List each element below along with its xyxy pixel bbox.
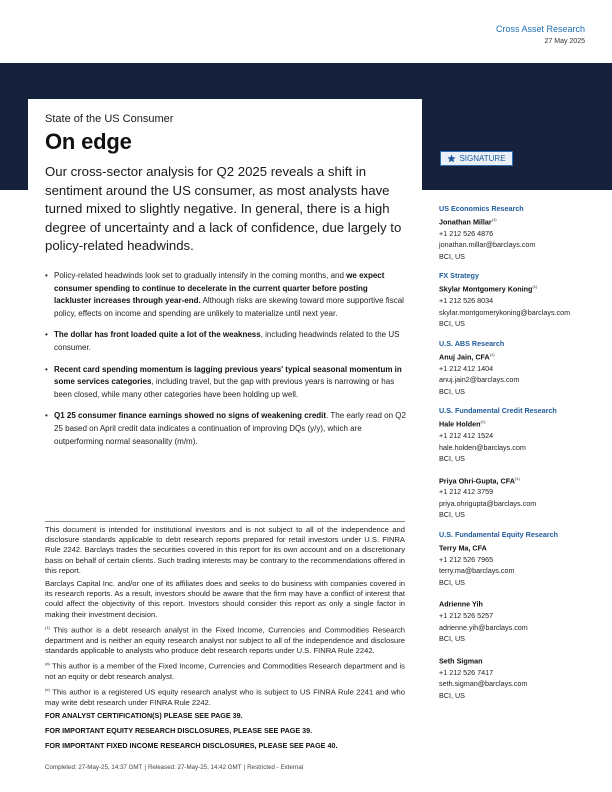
- analyst-phone: +1 212 526 5257: [439, 611, 494, 621]
- analyst-group: [439, 406, 599, 521]
- disclosure-paragraph: Barclays Capital Inc. and/or one of its affiliates does and seeks to do business with companies covered in its research reports. As a result, investors should be aware that the firm may have a conflict of interest that could affect the objectivity of this report. Investors should consider this report as only a single factor in making their investment decision.: [45, 579, 405, 619]
- analyst-name: Jonathan Millar: [439, 217, 492, 227]
- disclosures: [45, 521, 405, 756]
- analyst-note: (1): [532, 284, 538, 290]
- analyst-email[interactable]: terry.ma@barclays.com: [439, 566, 515, 576]
- key-point-emphasis: we expect consumer spending to continue to decelerate in the current quarter before posting lackluster increases through year-end.: [54, 271, 385, 306]
- badge-label: SIGNATURE: [459, 154, 506, 163]
- analyst-group: [439, 530, 599, 701]
- analyst-phone: +1 212 412 1524: [439, 431, 494, 441]
- analyst-group: [439, 271, 599, 329]
- report-date: 27 May 2025: [544, 38, 585, 45]
- certification-link[interactable]: FOR ANALYST CERTIFICATION(S) PLEASE SEE PAGE 39.: [45, 710, 243, 720]
- analyst-email[interactable]: anuj.jain2@barclays.com: [439, 375, 520, 385]
- equity-disclosures-link[interactable]: FOR IMPORTANT EQUITY RESEARCH DISCLOSURES, PLEASE SEE PAGE 39.: [45, 725, 313, 735]
- key-point-text: , including headwinds related to the US consumer.: [54, 330, 400, 352]
- analyst-group: [439, 204, 599, 262]
- analyst-entity: BCI, US: [439, 319, 465, 329]
- analyst-phone: +1 212 526 7965: [439, 554, 494, 564]
- analyst-phone: +1 212 526 8034: [439, 296, 494, 306]
- star-icon: [447, 154, 456, 163]
- analyst-name: Adrienne Yih: [439, 599, 483, 609]
- analyst-sidebar: [439, 204, 599, 710]
- key-point-text: Policy-related headwinds look set to gradually intensify in the coming months, and: [54, 271, 347, 280]
- completed-timestamp: Completed: 27-May-25, 14:37 GMT: [45, 764, 143, 771]
- analyst-email[interactable]: skylar.montgomerykoning@barclays.com: [439, 307, 571, 317]
- analyst-group-title: U.S. ABS Research: [439, 338, 505, 348]
- analyst-phone: +1 212 526 7417: [439, 667, 494, 677]
- key-point: [45, 410, 407, 448]
- released-timestamp: | Released: 27-May-25, 14:42 GMT: [142, 764, 241, 771]
- page-title: On edge: [45, 129, 132, 154]
- analyst-card: [439, 473, 599, 521]
- author-note-mark: (e): [45, 686, 50, 692]
- analyst-group-title: FX Strategy: [439, 271, 479, 281]
- signature-badge: [440, 151, 513, 166]
- analyst-note: (1): [489, 351, 495, 357]
- analyst-group: [439, 339, 599, 397]
- document-footer: [45, 764, 303, 771]
- key-point-text: , including travel, but the gap with previous years is narrowing or has been closed, while many other categories have been holding up well.: [54, 377, 395, 399]
- fixed-income-disclosures-link[interactable]: FOR IMPORTANT FIXED INCOME RESEARCH DISCLOSURES, PLEASE SEE PAGE 40.: [45, 740, 338, 750]
- analyst-name: Priya Ohri-Gupta, CFA: [439, 475, 515, 485]
- key-point: [45, 270, 407, 320]
- classification-label: | Restricted - External: [241, 764, 303, 771]
- department-label: Cross Asset Research: [495, 24, 585, 34]
- author-note-text: This author is a registered US equity research analyst who is subject to US FINRA Rule 2241 and who may write debt research under FINRA Rule 2242.: [45, 687, 405, 707]
- analyst-card: [439, 281, 599, 329]
- analyst-email[interactable]: hale.holden@barclays.com: [439, 442, 526, 452]
- analyst-email[interactable]: priya.ohrigupta@barclays.com: [439, 498, 537, 508]
- author-note-text: This author is a member of the Fixed Income, Currencies and Commodities Research department and is not an equity or debt research analyst.: [45, 661, 405, 681]
- analyst-card: [439, 349, 599, 397]
- key-point: [45, 329, 407, 354]
- key-point-text: Although risks are skewing toward more supportive fiscal policy, effects on income and spending are unlikely to materialize until next year.: [54, 296, 404, 318]
- analyst-name: Terry Ma, CFA: [439, 543, 487, 553]
- author-note-mark: (a): [45, 660, 50, 666]
- analyst-entity: BCI, US: [439, 386, 465, 396]
- author-note-text: This author is a debt research analyst in the Fixed Income, Currencies and Commodities Research department and is neither an equity research analyst nor subject to all of the independence and disclosure standards applicable to analysts who produce debt research reports under U.S. FINRA Rule 2242.: [45, 625, 405, 655]
- analyst-phone: +1 212 412 1404: [439, 363, 494, 373]
- analyst-group-title: U.S. Fundamental Credit Research: [439, 406, 557, 416]
- analyst-email[interactable]: jonathan.millar@barclays.com: [439, 240, 536, 250]
- author-note-mark: (1): [45, 624, 50, 630]
- key-point-text: . The early read on Q2 25 based on April credit data indicates a continuation of improving DQs (y/y), which are outperforming normal seasonality (m/m).: [54, 411, 406, 446]
- author-note: [45, 685, 405, 708]
- analyst-name: Seth Sigman: [439, 656, 483, 666]
- analyst-card: [439, 653, 599, 701]
- key-point-emphasis: The dollar has front loaded quite a lot of the weakness: [54, 330, 261, 340]
- analyst-card: [439, 540, 599, 588]
- disclosure-paragraph: This document is intended for institutional investors and is not subject to all of the independence and disclosure standards applicable to debt research reports prepared for retail investors under U.S. FINRA Rule 2242. Barclays trades the securities covered in this report for its own account and on a discretionary basis on behalf of certain clients. Such trading interests may be contrary to the recommendations offered in this report.: [45, 525, 405, 575]
- analyst-email[interactable]: adrienne.yih@barclays.com: [439, 622, 528, 632]
- analyst-phone: +1 212 526 4876: [439, 228, 494, 238]
- analyst-group-title: U.S. Fundamental Equity Research: [439, 529, 559, 539]
- analyst-entity: BCI, US: [439, 634, 465, 644]
- analyst-entity: BCI, US: [439, 510, 465, 520]
- analyst-entity: BCI, US: [439, 577, 465, 587]
- lede-paragraph: Our cross-sector analysis for Q2 2025 reveals a shift in sentiment around the US consumer, as most analysts have turned mixed to slightly negative. In general, there is a high degree of uncertainty and a lack of confidence, due largely to policy-related headwinds.: [45, 164, 402, 253]
- analyst-note: (1): [491, 217, 497, 222]
- analyst-phone: +1 212 412 3759: [439, 487, 494, 497]
- analyst-name: Skylar Montgomery Koning: [439, 284, 533, 294]
- key-point-emphasis: Q1 25 consumer finance earnings showed no signs of weakening credit: [54, 411, 327, 421]
- key-point-emphasis: Recent card spending momentum is lagging previous years' typical seasonal momentum in some services categories: [54, 364, 402, 387]
- analyst-card: [439, 416, 599, 464]
- report-series: State of the US Consumer: [45, 113, 174, 125]
- analyst-card: [439, 596, 599, 644]
- author-note: [45, 623, 405, 656]
- author-note: [45, 659, 405, 682]
- report-header: [496, 24, 585, 47]
- analyst-entity: BCI, US: [439, 454, 465, 464]
- analyst-card: [439, 214, 599, 262]
- analyst-email[interactable]: seth.sigman@barclays.com: [439, 679, 528, 689]
- key-points-list: [45, 270, 407, 448]
- analyst-entity: BCI, US: [439, 251, 465, 261]
- analyst-name: Hale Holden: [439, 419, 481, 429]
- analyst-group-title: US Economics Research: [439, 204, 524, 213]
- analyst-note: (1): [480, 419, 486, 425]
- analyst-name: Anuj Jain, CFA: [439, 352, 490, 362]
- analyst-entity: BCI, US: [439, 690, 465, 700]
- key-point: [45, 364, 407, 402]
- analyst-note: (1): [514, 475, 520, 481]
